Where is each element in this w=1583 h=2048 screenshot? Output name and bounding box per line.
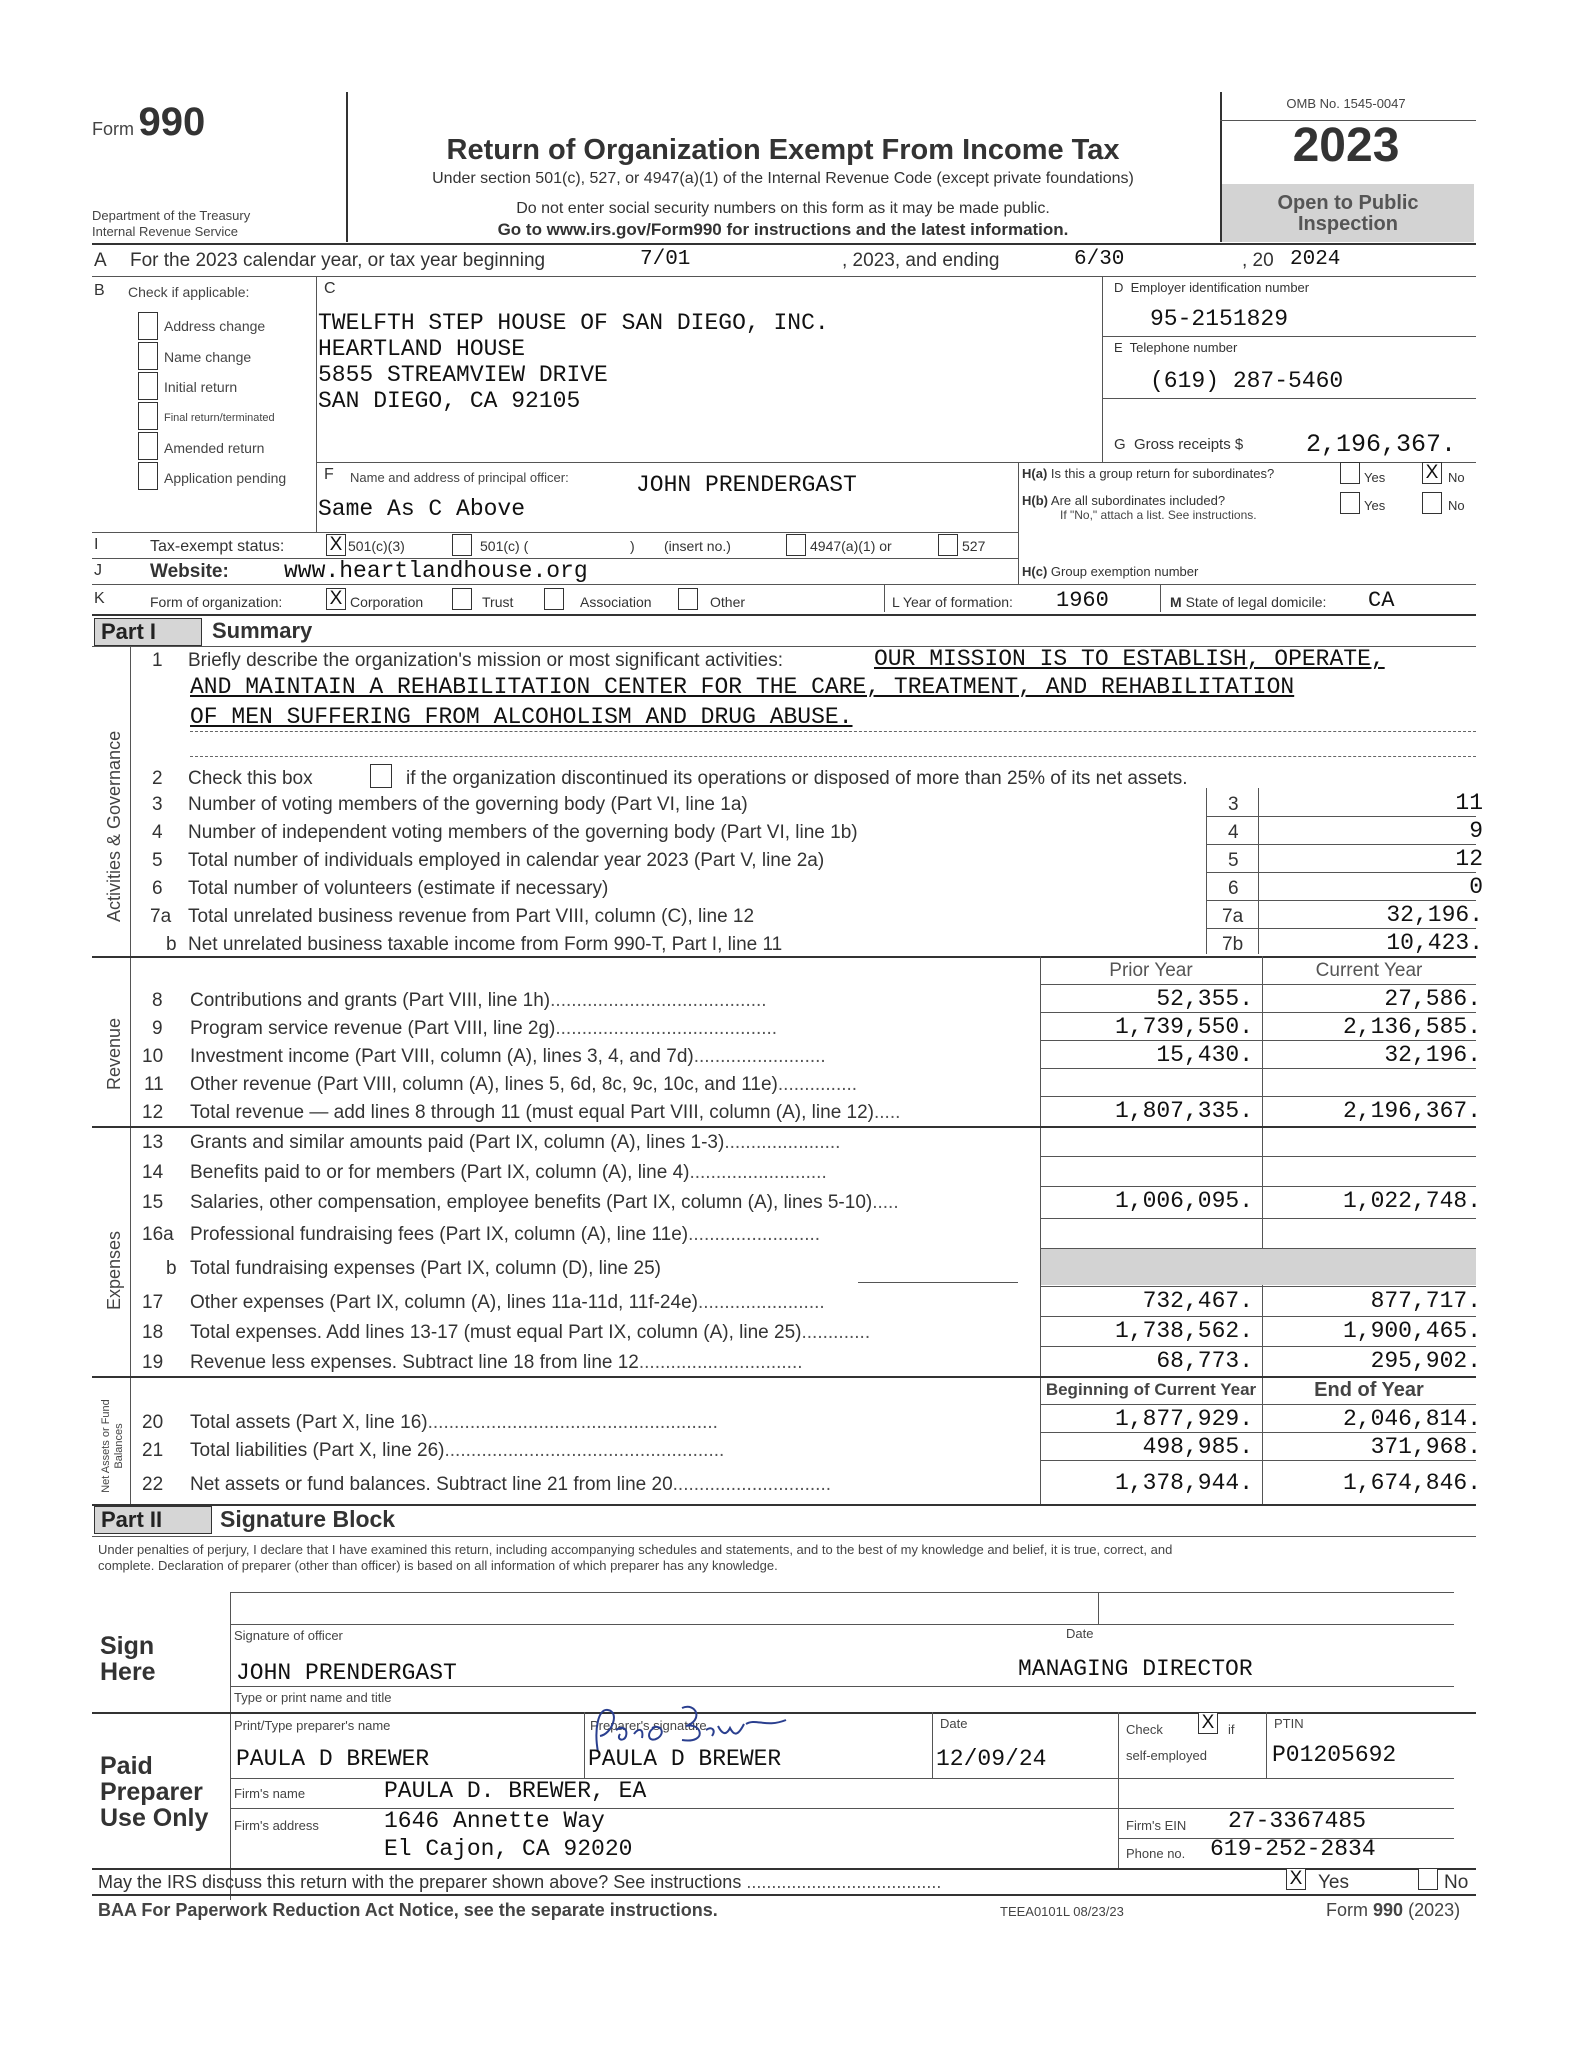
officer-signature-label: Signature of officer xyxy=(234,1628,343,1643)
ha-label: H(a) Is this a group return for subordinates? xyxy=(1022,466,1275,481)
tax-year: 2023 xyxy=(1292,119,1400,172)
status-4947-checkbox[interactable] xyxy=(786,534,806,556)
check-label: Check xyxy=(1126,1722,1163,1737)
hb-no-label: No xyxy=(1448,498,1465,513)
line17-number: 17 xyxy=(142,1292,164,1313)
mission-line-1: OUR MISSION IS TO ESTABLISH, OPERATE, xyxy=(874,646,1385,672)
status-501c3-label: 501(c)(3) xyxy=(348,538,405,554)
line20-text: Total assets (Part X, line 16)....................................................... xyxy=(190,1412,718,1433)
ha-yes-checkbox[interactable] xyxy=(1340,462,1360,484)
line18-number: 18 xyxy=(142,1322,164,1343)
line18-text: Total expenses. Add lines 13-17 (must equal Part IX, column (A), line 25)............. xyxy=(190,1322,871,1343)
line1-text: Briefly describe the organization's mission or most significant activities: xyxy=(188,650,783,671)
line-a-letter: A xyxy=(94,250,107,271)
line12-prior: 1,807,335. xyxy=(1114,1098,1253,1124)
side-revenue: Revenue xyxy=(104,1017,124,1090)
discuss-yes-label: Yes xyxy=(1318,1872,1349,1893)
line13-number: 13 xyxy=(142,1132,164,1153)
line8-text: Contributions and grants (Part VIII, line 1h)......................................... xyxy=(190,990,767,1011)
ein-label: D Employer identification number xyxy=(1114,280,1310,295)
preparer-signature-label: Preparer's signature xyxy=(590,1718,707,1733)
line8-number: 8 xyxy=(152,990,163,1011)
state-domicile-value: CA xyxy=(1368,588,1395,613)
firm-phone: 619-252-2834 xyxy=(1210,1836,1376,1862)
org-name: TWELFTH STEP HOUSE OF SAN DIEGO, INC. xyxy=(318,310,829,336)
line7a-box: 7a xyxy=(1222,906,1244,927)
corporation-checkbox[interactable]: X xyxy=(326,588,346,610)
preparer-date: 12/09/24 xyxy=(936,1746,1047,1772)
state-domicile-label: M State of legal domicile: xyxy=(1170,594,1327,610)
final-return-checkbox[interactable] xyxy=(138,402,158,430)
year-formation-label: L Year of formation: xyxy=(892,594,1013,610)
principal-officer-name: JOHN PRENDERGAST xyxy=(636,472,857,498)
form-subtitle: Under section 501(c), 527, or 4947(a)(1) of the Internal Revenue Code (except private foundations) xyxy=(432,170,1134,187)
line2-text-b: if the organization discontinued its operations or disposed of more than 25% of its net assets. xyxy=(406,768,1188,789)
line5-text: Total number of individuals employed in calendar year 2023 (Part V, line 2a) xyxy=(188,850,825,871)
ptin-value: P01205692 xyxy=(1272,1742,1397,1768)
line7b-value: 10,423. xyxy=(1386,930,1483,956)
website-value: www.heartlandhouse.org xyxy=(284,558,588,584)
line10-current: 32,196. xyxy=(1384,1042,1481,1068)
initial-return-label: Initial return xyxy=(164,379,238,395)
line10-prior: 15,430. xyxy=(1156,1042,1253,1068)
type-name-title-label: Type or print name and title xyxy=(234,1690,392,1705)
line12-text: Total revenue — add lines 8 through 11 (must equal Part VIII, column (A), line 12)..... xyxy=(190,1102,901,1123)
part1-label: Part I xyxy=(94,618,202,646)
line20-prior: 1,877,929. xyxy=(1114,1406,1253,1432)
discuss-text: May the IRS discuss this return with the preparer shown above? See instructions ....................................... xyxy=(98,1872,942,1892)
amended-return-label: Amended return xyxy=(164,440,265,456)
line10-number: 10 xyxy=(142,1046,164,1067)
perjury-line-1: Under penalties of perjury, I declare that I have examined this return, including accompanying schedules and statements, and to the best of my knowledge and belief, it is true, correct, and xyxy=(98,1542,1173,1557)
hb-note: If "No," attach a list. See instructions. xyxy=(1060,508,1257,522)
paid-label: Paid xyxy=(100,1752,153,1780)
gross-receipts-label: G Gross receipts $ xyxy=(1114,436,1244,453)
application-pending-label: Application pending xyxy=(164,470,287,486)
line20-current: 2,046,814. xyxy=(1342,1406,1481,1432)
phone-label: E Telephone number xyxy=(1114,340,1238,355)
line20-number: 20 xyxy=(142,1412,164,1433)
form-title: Return of Organization Exempt From Income Tax xyxy=(446,134,1120,166)
discuss-yes-checkbox[interactable]: X xyxy=(1286,1868,1306,1890)
hc-label: H(c) Group exemption number xyxy=(1022,564,1199,579)
other-checkbox[interactable] xyxy=(678,588,698,610)
website-label: Website: xyxy=(150,561,229,582)
principal-officer-label: Name and address of principal officer: xyxy=(350,470,569,485)
ha-yes-label: Yes xyxy=(1364,470,1386,485)
line6-text: Total number of volunteers (estimate if necessary) xyxy=(188,878,609,899)
application-pending-checkbox[interactable] xyxy=(138,462,158,490)
section-k-letter: K xyxy=(94,590,105,607)
firm-ein: 27-3367485 xyxy=(1228,1808,1367,1834)
principal-officer-address: Same As C Above xyxy=(318,496,526,522)
line6-value: 0 xyxy=(1469,874,1483,900)
tax-year-end: 6/30 xyxy=(1074,248,1125,271)
line7b-number: b xyxy=(166,934,177,955)
line8-prior: 52,355. xyxy=(1156,986,1253,1012)
part2-label: Part II xyxy=(94,1506,212,1534)
part2-title: Signature Block xyxy=(220,1506,396,1532)
firm-phone-label: Phone no. xyxy=(1126,1846,1186,1861)
hb-no-checkbox[interactable] xyxy=(1422,492,1442,514)
initial-return-checkbox[interactable] xyxy=(138,372,158,400)
discuss-no-label: No xyxy=(1444,1872,1469,1893)
line15-current: 1,022,748. xyxy=(1342,1188,1481,1214)
line4-text: Number of independent voting members of the governing body (Part VI, line 1b) xyxy=(188,822,858,843)
hb-yes-label: Yes xyxy=(1364,498,1386,513)
tax-year-begin: 7/01 xyxy=(640,248,691,271)
self-employed-checkbox[interactable]: X xyxy=(1198,1712,1218,1734)
line14-text: Benefits paid to or for members (Part IX, column (A), line 4).......................... xyxy=(190,1162,827,1183)
line11-text: Other revenue (Part VIII, column (A), lines 5, 6d, 8c, 9c, 10c, and 11e)............... xyxy=(190,1074,858,1095)
sign-label: Sign xyxy=(100,1632,155,1660)
line16b-text: Total fundraising expenses (Part IX, column (D), line 25) xyxy=(190,1258,661,1279)
officer-date-label: Date xyxy=(1066,1626,1094,1641)
line3-box: 3 xyxy=(1228,794,1239,815)
line19-number: 19 xyxy=(142,1352,164,1373)
line6-number: 6 xyxy=(152,878,163,899)
side-net-assets: Net Assets or Fund Balances xyxy=(100,1399,125,1493)
side-activities-governance: Activities & Governance xyxy=(104,730,124,922)
association-label: Association xyxy=(580,594,652,610)
line16b-number: b xyxy=(166,1258,177,1279)
association-checkbox[interactable] xyxy=(544,588,564,610)
line3-text: Number of voting members of the governing body (Part VI, line 1a) xyxy=(188,794,748,815)
org-address: 5855 STREAMVIEW DRIVE xyxy=(318,362,608,388)
name-change-checkbox[interactable] xyxy=(138,342,158,370)
line2-text-a: Check this box xyxy=(188,768,313,789)
perjury-line-2: complete. Declaration of preparer (other than officer) is based on all information of which preparer has any knowledge. xyxy=(98,1558,778,1573)
status-501c-label: 501(c) ( xyxy=(480,538,529,554)
preparer-name: PAULA D BREWER xyxy=(236,1746,430,1772)
trust-label: Trust xyxy=(482,594,514,610)
line15-text: Salaries, other compensation, employee benefits (Part IX, column (A), lines 5-10)..... xyxy=(190,1192,899,1213)
open-public: Open to Public xyxy=(1277,192,1419,214)
amended-return-checkbox[interactable] xyxy=(138,432,158,460)
corporation-label: Corporation xyxy=(350,594,424,610)
trust-checkbox[interactable] xyxy=(452,588,472,610)
line13-text: Grants and similar amounts paid (Part IX, column (A), lines 1-3)...................... xyxy=(190,1132,841,1153)
section-f-letter: F xyxy=(324,466,334,483)
form-of-org-label: Form of organization: xyxy=(150,594,283,610)
footer-form-id: Form 990 (2023) xyxy=(1326,1900,1461,1920)
ein-value: 95-2151829 xyxy=(1150,306,1289,332)
mission-line-2: AND MAINTAIN A REHABILITATION CENTER FOR THE CARE, TREATMENT, AND REHABILITATION xyxy=(190,674,1295,700)
line17-text: Other expenses (Part IX, column (A), lines 11a-11d, 11f-24e)........................ xyxy=(190,1292,825,1313)
dept-treasury: Department of the Treasury xyxy=(92,208,251,223)
line19-current: 295,902. xyxy=(1370,1348,1481,1374)
ssn-notice: Do not enter social security numbers on this form as it may be made public. xyxy=(516,200,1050,217)
line3-number: 3 xyxy=(152,794,163,815)
line18-prior: 1,738,562. xyxy=(1114,1318,1253,1344)
preparer-date-label: Date xyxy=(940,1716,968,1731)
section-b-letter: B xyxy=(94,282,105,299)
line2-number: 2 xyxy=(152,768,163,789)
line7b-box: 7b xyxy=(1222,934,1244,955)
line7b-text: Net unrelated business taxable income from Form 990-T, Part I, line 11 xyxy=(188,934,783,955)
line22-text: Net assets or fund balances. Subtract line 21 from line 20.............................. xyxy=(190,1474,832,1495)
line7a-text: Total unrelated business revenue from Part VIII, column (C), line 12 xyxy=(188,906,755,927)
boy-header: Beginning of Current Year xyxy=(1045,1380,1257,1399)
line22-current: 1,674,846. xyxy=(1342,1470,1481,1496)
line18-current: 1,900,465. xyxy=(1342,1318,1481,1344)
ptin-label: PTIN xyxy=(1274,1716,1304,1731)
officer-name: JOHN PRENDERGAST xyxy=(236,1660,457,1686)
line9-current: 2,136,585. xyxy=(1342,1014,1481,1040)
form-label: Form 990 xyxy=(92,100,206,144)
line4-value: 9 xyxy=(1469,818,1483,844)
firm-address-line-2: El Cajon, CA 92020 xyxy=(384,1836,633,1862)
ha-no-checkbox[interactable]: X xyxy=(1422,462,1442,484)
line21-text: Total liabilities (Part X, line 26)..................................................... xyxy=(190,1440,725,1461)
line5-box: 5 xyxy=(1228,850,1239,871)
name-change-label: Name change xyxy=(164,349,252,365)
org-city: SAN DIEGO, CA 92105 xyxy=(318,388,581,414)
firm-address-label: Firm's address xyxy=(234,1818,319,1833)
preparer-label: Preparer xyxy=(100,1778,203,1806)
firm-ein-label: Firm's EIN xyxy=(1126,1818,1187,1833)
tax-year-end-year: 2024 xyxy=(1290,248,1341,271)
line7a-value: 32,196. xyxy=(1386,902,1483,928)
tax-exempt-label: Tax-exempt status: xyxy=(150,538,285,555)
preparer-signature-name: PAULA D BREWER xyxy=(588,1746,782,1772)
side-expenses: Expenses xyxy=(104,1230,124,1310)
line12-current: 2,196,367. xyxy=(1342,1098,1481,1124)
discontinued-ops-checkbox[interactable] xyxy=(370,764,392,788)
current-year-header: Current Year xyxy=(1315,960,1423,981)
line11-number: 11 xyxy=(144,1074,164,1095)
hb-yes-checkbox[interactable] xyxy=(1340,492,1360,514)
omb-number: OMB No. 1545-0047 xyxy=(1286,96,1406,111)
form-code: TEEA0101L 08/23/23 xyxy=(1000,1904,1124,1919)
line-a-mid: , 2023, and ending xyxy=(842,250,1000,271)
line15-number: 15 xyxy=(142,1192,164,1213)
part1-title: Summary xyxy=(212,618,313,643)
firm-name: PAULA D. BREWER, EA xyxy=(384,1778,647,1804)
line22-prior: 1,378,944. xyxy=(1114,1470,1253,1496)
discuss-no-checkbox[interactable] xyxy=(1418,1868,1438,1890)
status-527-checkbox[interactable] xyxy=(938,534,958,556)
line19-prior: 68,773. xyxy=(1156,1348,1253,1374)
if-label: if xyxy=(1228,1722,1235,1737)
status-501c3-checkbox[interactable]: X xyxy=(326,534,346,556)
section-j-letter: J xyxy=(94,562,102,579)
final-return-label: Final return/terminated xyxy=(164,412,275,424)
use-only-label: Use Only xyxy=(100,1804,209,1832)
line21-current: 371,968. xyxy=(1370,1434,1481,1460)
form-number: 990 xyxy=(138,100,206,144)
mission-line-3: OF MEN SUFFERING FROM ALCOHOLISM AND DRUG ABUSE. xyxy=(190,704,853,730)
line16a-text: Professional fundraising fees (Part IX, column (A), line 11e)......................... xyxy=(190,1224,821,1245)
ha-no-label: No xyxy=(1448,470,1465,485)
other-label: Other xyxy=(710,594,746,610)
line9-number: 9 xyxy=(152,1018,163,1039)
phone-value: (619) 287-5460 xyxy=(1150,368,1344,394)
line5-value: 12 xyxy=(1455,846,1483,872)
self-employed-label: self-employed xyxy=(1126,1748,1207,1763)
prior-year-header: Prior Year xyxy=(1109,960,1193,981)
status-501c-close: ) xyxy=(630,538,635,554)
insert-no-label: (insert no.) xyxy=(664,538,731,554)
firm-name-label: Firm's name xyxy=(234,1786,306,1801)
officer-title: MANAGING DIRECTOR xyxy=(1018,1656,1253,1682)
status-4947-label: 4947(a)(1) or xyxy=(810,538,892,554)
org-dba: HEARTLAND HOUSE xyxy=(318,336,526,362)
line12-number: 12 xyxy=(142,1102,164,1123)
firm-address-line-1: 1646 Annette Way xyxy=(384,1808,605,1834)
line9-prior: 1,739,550. xyxy=(1114,1014,1253,1040)
line4-number: 4 xyxy=(152,822,163,843)
gross-receipts-value: 2,196,367. xyxy=(1306,430,1457,459)
line-a-text: For the 2023 calendar year, or tax year beginning xyxy=(130,250,546,271)
line19-text: Revenue less expenses. Subtract line 18 from line 12............................... xyxy=(190,1352,803,1373)
line1-number: 1 xyxy=(152,650,163,671)
irs-label: Internal Revenue Service xyxy=(92,224,238,239)
line17-prior: 732,467. xyxy=(1142,1288,1253,1314)
line9-text: Program service revenue (Part VIII, line 2g).......................................... xyxy=(190,1018,778,1039)
line14-number: 14 xyxy=(142,1162,164,1183)
line21-prior: 498,985. xyxy=(1142,1434,1253,1460)
line7a-number: 7a xyxy=(150,906,172,927)
line-a-yr-prefix: , 20 xyxy=(1242,250,1274,271)
status-527-label: 527 xyxy=(962,538,986,554)
preparer-name-label: Print/Type preparer's name xyxy=(234,1718,391,1733)
inspection: Inspection xyxy=(1297,213,1398,235)
check-applicable-label: Check if applicable: xyxy=(128,284,250,300)
instructions-notice: Go to www.irs.gov/Form990 for instructions and the latest information. xyxy=(497,220,1069,239)
baa-notice: BAA For Paperwork Reduction Act Notice, see the separate instructions. xyxy=(98,1900,718,1920)
here-label: Here xyxy=(100,1658,156,1686)
line16a-number: 16a xyxy=(142,1224,174,1245)
line5-number: 5 xyxy=(152,850,163,871)
eoy-header: End of Year xyxy=(1314,1379,1424,1401)
address-change-label: Address change xyxy=(164,318,266,334)
line8-current: 27,586. xyxy=(1384,986,1481,1012)
line3-value: 11 xyxy=(1455,790,1483,816)
hb-label: H(b) Are all subordinates included? xyxy=(1022,493,1226,508)
line4-box: 4 xyxy=(1228,822,1239,843)
status-501c-checkbox[interactable] xyxy=(452,534,472,556)
address-change-checkbox[interactable] xyxy=(138,312,158,340)
line22-number: 22 xyxy=(142,1474,164,1495)
year-formation-value: 1960 xyxy=(1056,588,1109,613)
line17-current: 877,717. xyxy=(1370,1288,1481,1314)
section-c-letter: C xyxy=(324,280,336,297)
line21-number: 21 xyxy=(142,1440,164,1461)
line6-box: 6 xyxy=(1228,878,1239,899)
line15-prior: 1,006,095. xyxy=(1114,1188,1253,1214)
section-i-letter: I xyxy=(94,536,99,553)
line10-text: Investment income (Part VIII, column (A), lines 3, 4, and 7d)......................... xyxy=(190,1046,826,1067)
